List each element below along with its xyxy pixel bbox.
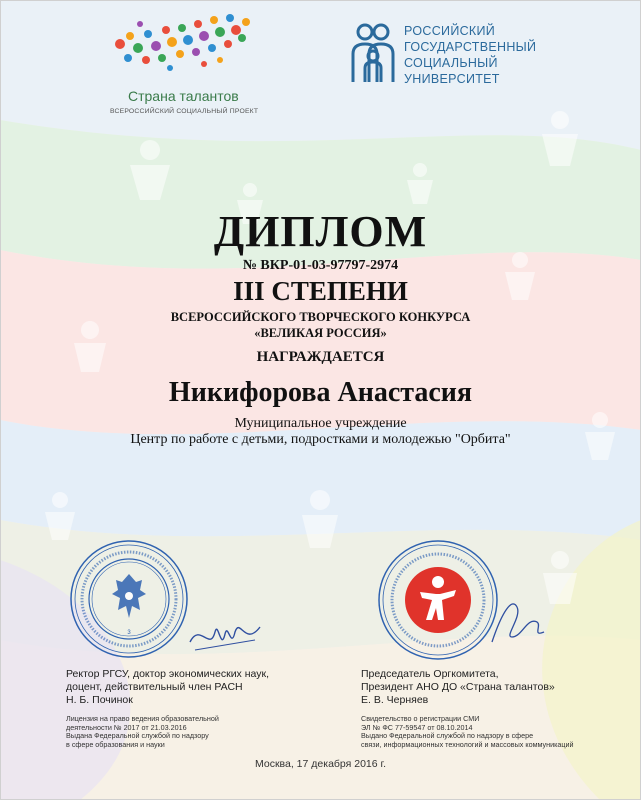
issue-date: Москва, 17 декабря 2016 г. [255, 758, 386, 770]
strana-talantov-logo-icon [100, 6, 260, 86]
registration-line: Выдано Федеральной службой по надзору в сфере [361, 731, 534, 741]
chairman-line: Председатель Оргкомитета, [361, 668, 499, 680]
chairman-line: Е. В. Черняев [361, 694, 429, 706]
university-line: УНИВЕРСИТЕТ [404, 72, 500, 86]
rector-line: Ректор РГСУ, доктор экономических наук, [66, 668, 270, 680]
license-line: Лицензия на право ведения образовательной [66, 714, 219, 723]
university-line: РОССИЙСКИЙ [404, 24, 496, 38]
media-registration-info [361, 715, 574, 749]
organization-line-2: Центр по работе с детьми, подростками и молодежью "Орбита" [130, 432, 511, 447]
university-line: СОЦИАЛЬНЫЙ [404, 56, 498, 70]
registration-line: Свидетельство о регистрации СМИ [361, 714, 480, 723]
diploma-degree: III СТЕПЕНИ [233, 276, 408, 306]
chairman-signature-icon [482, 592, 552, 652]
contest-line-1: ВСЕРОССИЙСКОГО ТВОРЧЕСКОГО КОНКУРСА [170, 310, 471, 324]
license-info [66, 715, 219, 749]
contest-line-2: «ВЕЛИКАЯ РОССИЯ» [254, 326, 387, 340]
university-seal-icon [68, 538, 190, 660]
university-name [404, 23, 536, 87]
rector-signature-icon [185, 612, 265, 662]
diploma-title: ДИПЛОМ [213, 207, 428, 256]
license-line: деятельности № 2017 от 21.03.2016 [66, 722, 187, 732]
chairman-info [361, 668, 555, 707]
license-line: в сфере образования и науки [66, 739, 165, 749]
university-logo-icon [348, 22, 398, 84]
rector-line: Н. Б. Починок [66, 694, 133, 706]
rector-line: доцент, действительный член РАСН [66, 681, 243, 693]
recipient-name: Никифорова Анастасия [168, 377, 473, 408]
registration-line: связи, информационных технологий и массовых коммуникаций [361, 739, 574, 749]
license-line: Выдана Федеральной службой по надзору [66, 731, 209, 741]
organization-line-1: Муниципальное учреждение [234, 416, 407, 431]
awarded-label: НАГРАЖДАЕТСЯ [256, 349, 385, 365]
university-line: ГОСУДАРСТВЕННЫЙ [404, 40, 537, 54]
project-logo-text: Страна талантов [128, 88, 239, 104]
diploma-number: № ВКР-01-03-97797-2974 [242, 258, 399, 273]
registration-line: ЭЛ № ФС 77-59547 от 08.10.2014 [361, 722, 473, 732]
rector-info [66, 668, 269, 707]
project-logo-subtitle: ВСЕРОССИЙСКИЙ СОЦИАЛЬНЫЙ ПРОЕКТ [110, 108, 259, 115]
svg-text:3: 3 [127, 630, 131, 636]
chairman-line: Президент АНО ДО «Страна талантов» [361, 681, 555, 693]
